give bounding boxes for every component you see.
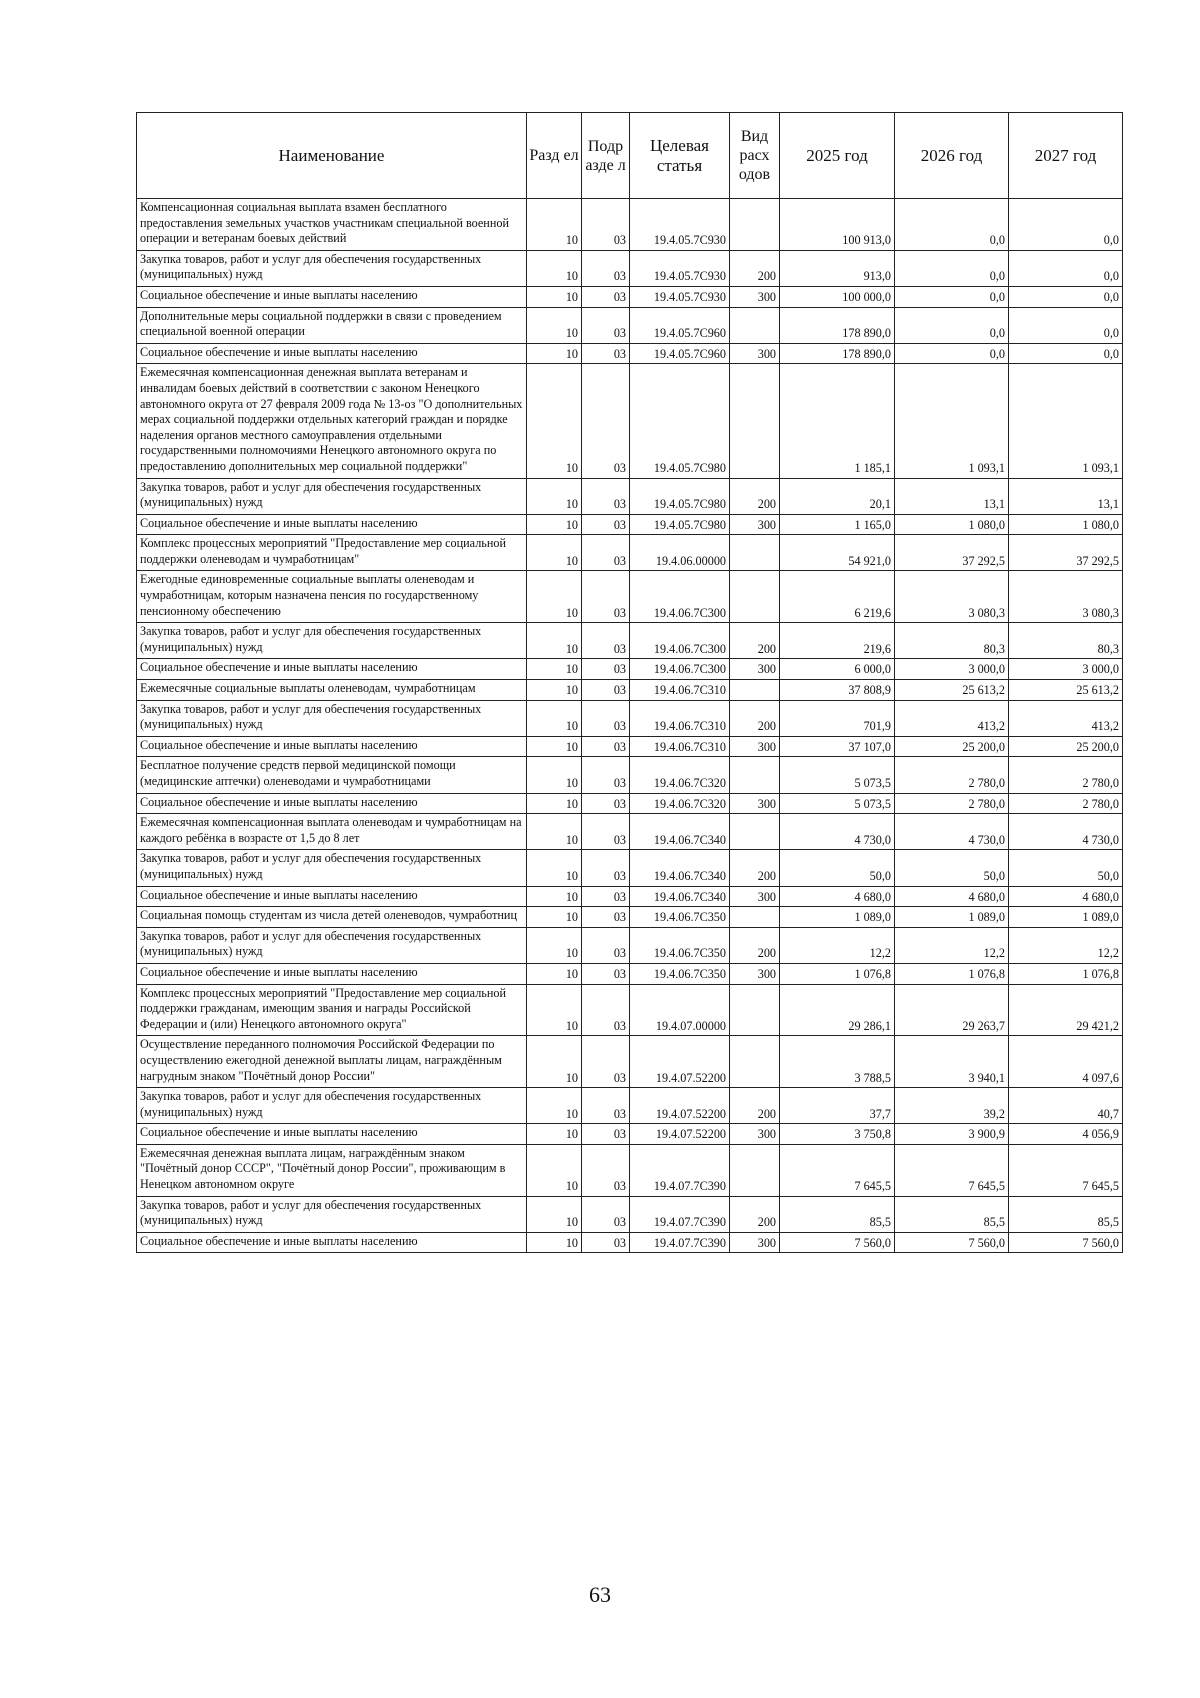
header-2025: 2025 год xyxy=(780,113,895,199)
cell-target-article: 19.4.06.7С310 xyxy=(630,680,730,701)
cell-target-article: 19.4.05.7С930 xyxy=(630,286,730,307)
cell-2026: 3 900,9 xyxy=(895,1124,1009,1145)
cell-2026: 80,3 xyxy=(895,623,1009,659)
cell-section: 10 xyxy=(527,1144,582,1196)
cell-expense-type: 300 xyxy=(730,514,780,535)
cell-2027: 40,7 xyxy=(1009,1088,1123,1124)
cell-2027: 25 613,2 xyxy=(1009,680,1123,701)
table-row xyxy=(137,814,1123,850)
cell-subsection: 03 xyxy=(582,571,630,623)
cell-subsection: 03 xyxy=(582,1196,630,1232)
cell-section: 10 xyxy=(527,364,582,478)
cell-subsection: 03 xyxy=(582,927,630,963)
cell-2026: 39,2 xyxy=(895,1088,1009,1124)
cell-2027: 37 292,5 xyxy=(1009,535,1123,571)
cell-2026: 29 263,7 xyxy=(895,984,1009,1036)
cell-expense-type xyxy=(730,907,780,928)
cell-expense-type: 300 xyxy=(730,286,780,307)
cell-expense-type: 300 xyxy=(730,793,780,814)
cell-name: Дополнительные меры социальной поддержки в связи с проведением специальной военной операции xyxy=(137,307,527,343)
table-row xyxy=(137,680,1123,701)
cell-expense-type: 300 xyxy=(730,886,780,907)
cell-2026: 0,0 xyxy=(895,286,1009,307)
header-target-article: Целевая статья xyxy=(630,113,730,199)
table-row xyxy=(137,1144,1123,1196)
cell-subsection: 03 xyxy=(582,907,630,928)
cell-section: 10 xyxy=(527,927,582,963)
table-row xyxy=(137,199,1123,251)
cell-target-article: 19.4.06.7С320 xyxy=(630,793,730,814)
cell-subsection: 03 xyxy=(582,1088,630,1124)
table-row xyxy=(137,1036,1123,1088)
cell-target-article: 19.4.07.52200 xyxy=(630,1088,730,1124)
cell-2025: 100 913,0 xyxy=(780,199,895,251)
cell-2027: 13,1 xyxy=(1009,478,1123,514)
cell-target-article: 19.4.07.00000 xyxy=(630,984,730,1036)
cell-subsection: 03 xyxy=(582,199,630,251)
cell-expense-type xyxy=(730,814,780,850)
cell-2025: 54 921,0 xyxy=(780,535,895,571)
table-row xyxy=(137,700,1123,736)
cell-2027: 4 680,0 xyxy=(1009,886,1123,907)
cell-subsection: 03 xyxy=(582,680,630,701)
cell-2025: 20,1 xyxy=(780,478,895,514)
cell-name: Ежегодные единовременные социальные выплаты оленеводам и чумработницам, которым назначена пенсия по государственному пенсионному обеспечению xyxy=(137,571,527,623)
cell-2025: 37 808,9 xyxy=(780,680,895,701)
cell-target-article: 19.4.07.7С390 xyxy=(630,1232,730,1253)
cell-2026: 13,1 xyxy=(895,478,1009,514)
cell-2027: 85,5 xyxy=(1009,1196,1123,1232)
cell-subsection: 03 xyxy=(582,1124,630,1145)
header-section: Разд ел xyxy=(527,113,582,199)
cell-2027: 0,0 xyxy=(1009,199,1123,251)
cell-name: Закупка товаров, работ и услуг для обеспечения государственных (муниципальных) нужд xyxy=(137,850,527,886)
cell-section: 10 xyxy=(527,850,582,886)
cell-2025: 4 680,0 xyxy=(780,886,895,907)
cell-target-article: 19.4.07.7С390 xyxy=(630,1144,730,1196)
cell-2025: 6 000,0 xyxy=(780,659,895,680)
table-row xyxy=(137,623,1123,659)
cell-subsection: 03 xyxy=(582,1144,630,1196)
cell-subsection: 03 xyxy=(582,659,630,680)
table-row xyxy=(137,984,1123,1036)
cell-2025: 3 788,5 xyxy=(780,1036,895,1088)
cell-2026: 3 080,3 xyxy=(895,571,1009,623)
cell-target-article: 19.4.05.7С960 xyxy=(630,307,730,343)
table-body xyxy=(137,199,1123,1253)
cell-2025: 1 076,8 xyxy=(780,963,895,984)
table-row xyxy=(137,927,1123,963)
cell-section: 10 xyxy=(527,680,582,701)
cell-target-article: 19.4.07.52200 xyxy=(630,1036,730,1088)
cell-2026: 0,0 xyxy=(895,199,1009,251)
cell-subsection: 03 xyxy=(582,478,630,514)
cell-name: Ежемесячная денежная выплата лицам, награждённым знаком "Почётный донор СССР", "Почётный донор России", проживающим в Ненецком автономном округе xyxy=(137,1144,527,1196)
cell-name: Социальное обеспечение и иные выплаты населению xyxy=(137,793,527,814)
cell-section: 10 xyxy=(527,307,582,343)
cell-2027: 1 089,0 xyxy=(1009,907,1123,928)
cell-2027: 0,0 xyxy=(1009,286,1123,307)
cell-expense-type: 300 xyxy=(730,963,780,984)
cell-2027: 2 780,0 xyxy=(1009,757,1123,793)
cell-2027: 4 056,9 xyxy=(1009,1124,1123,1145)
cell-target-article: 19.4.05.7С930 xyxy=(630,250,730,286)
cell-2025: 100 000,0 xyxy=(780,286,895,307)
header-2027: 2027 год xyxy=(1009,113,1123,199)
cell-expense-type xyxy=(730,680,780,701)
cell-2025: 5 073,5 xyxy=(780,757,895,793)
cell-section: 10 xyxy=(527,907,582,928)
cell-2026: 25 200,0 xyxy=(895,736,1009,757)
cell-target-article: 19.4.06.7С320 xyxy=(630,757,730,793)
cell-name: Компенсационная социальная выплата взамен бесплатного предоставления земельных участков участникам специальной военной операции и ветеранам боевых действий xyxy=(137,199,527,251)
cell-name: Закупка товаров, работ и услуг для обеспечения государственных (муниципальных) нужд xyxy=(137,1088,527,1124)
cell-subsection: 03 xyxy=(582,963,630,984)
cell-section: 10 xyxy=(527,286,582,307)
table-row xyxy=(137,736,1123,757)
cell-section: 10 xyxy=(527,199,582,251)
table-row xyxy=(137,1124,1123,1145)
cell-2027: 29 421,2 xyxy=(1009,984,1123,1036)
cell-2027: 1 076,8 xyxy=(1009,963,1123,984)
cell-subsection: 03 xyxy=(582,364,630,478)
cell-name: Социальная помощь студентам из числа детей оленеводов, чумработниц xyxy=(137,907,527,928)
cell-2026: 2 780,0 xyxy=(895,793,1009,814)
cell-target-article: 19.4.06.7С340 xyxy=(630,886,730,907)
table-row xyxy=(137,907,1123,928)
cell-name: Социальное обеспечение и иные выплаты населению xyxy=(137,886,527,907)
table-row xyxy=(137,571,1123,623)
cell-2025: 12,2 xyxy=(780,927,895,963)
cell-name: Социальное обеспечение и иные выплаты населению xyxy=(137,514,527,535)
table-row xyxy=(137,1088,1123,1124)
table-row xyxy=(137,963,1123,984)
cell-section: 10 xyxy=(527,1124,582,1145)
cell-2025: 3 750,8 xyxy=(780,1124,895,1145)
cell-subsection: 03 xyxy=(582,1036,630,1088)
cell-target-article: 19.4.05.7С980 xyxy=(630,514,730,535)
cell-expense-type: 300 xyxy=(730,1124,780,1145)
cell-section: 10 xyxy=(527,793,582,814)
table-row xyxy=(137,1196,1123,1232)
cell-2027: 2 780,0 xyxy=(1009,793,1123,814)
cell-name: Социальное обеспечение и иные выплаты населению xyxy=(137,659,527,680)
cell-expense-type xyxy=(730,1036,780,1088)
cell-2025: 7 560,0 xyxy=(780,1232,895,1253)
cell-name: Комплекс процессных мероприятий "Предоставление мер социальной поддержки оленеводам и чумработницам" xyxy=(137,535,527,571)
cell-2025: 85,5 xyxy=(780,1196,895,1232)
cell-2026: 2 780,0 xyxy=(895,757,1009,793)
cell-name: Социальное обеспечение и иные выплаты населению xyxy=(137,1232,527,1253)
cell-subsection: 03 xyxy=(582,757,630,793)
cell-expense-type xyxy=(730,364,780,478)
cell-2026: 37 292,5 xyxy=(895,535,1009,571)
table-row xyxy=(137,535,1123,571)
cell-target-article: 19.4.06.7С350 xyxy=(630,907,730,928)
cell-2027: 1 080,0 xyxy=(1009,514,1123,535)
cell-2026: 85,5 xyxy=(895,1196,1009,1232)
cell-subsection: 03 xyxy=(582,623,630,659)
page-number: 63 xyxy=(589,1582,611,1607)
cell-2025: 50,0 xyxy=(780,850,895,886)
cell-2027: 4 097,6 xyxy=(1009,1036,1123,1088)
cell-target-article: 19.4.06.7С300 xyxy=(630,571,730,623)
cell-2027: 0,0 xyxy=(1009,343,1123,364)
header-name: Наименование xyxy=(137,113,527,199)
cell-target-article: 19.4.06.7С310 xyxy=(630,736,730,757)
cell-2025: 1 089,0 xyxy=(780,907,895,928)
cell-2025: 178 890,0 xyxy=(780,343,895,364)
cell-2026: 3 000,0 xyxy=(895,659,1009,680)
table-row xyxy=(137,850,1123,886)
cell-section: 10 xyxy=(527,514,582,535)
cell-name: Ежемесячные социальные выплаты оленеводам, чумработницам xyxy=(137,680,527,701)
cell-target-article: 19.4.07.7С390 xyxy=(630,1196,730,1232)
cell-section: 10 xyxy=(527,963,582,984)
cell-name: Закупка товаров, работ и услуг для обеспечения государственных (муниципальных) нужд xyxy=(137,623,527,659)
cell-expense-type: 300 xyxy=(730,736,780,757)
cell-2026: 0,0 xyxy=(895,343,1009,364)
cell-subsection: 03 xyxy=(582,984,630,1036)
cell-2027: 0,0 xyxy=(1009,250,1123,286)
header-subsection: Подр азде л xyxy=(582,113,630,199)
table-row xyxy=(137,514,1123,535)
cell-2026: 50,0 xyxy=(895,850,1009,886)
cell-expense-type: 200 xyxy=(730,700,780,736)
cell-expense-type: 200 xyxy=(730,623,780,659)
table-row xyxy=(137,793,1123,814)
cell-expense-type: 200 xyxy=(730,1088,780,1124)
cell-section: 10 xyxy=(527,478,582,514)
cell-subsection: 03 xyxy=(582,286,630,307)
cell-2027: 0,0 xyxy=(1009,307,1123,343)
cell-section: 10 xyxy=(527,343,582,364)
table-row xyxy=(137,478,1123,514)
cell-2026: 0,0 xyxy=(895,307,1009,343)
cell-2026: 4 730,0 xyxy=(895,814,1009,850)
cell-expense-type xyxy=(730,307,780,343)
cell-name: Социальное обеспечение и иные выплаты населению xyxy=(137,963,527,984)
cell-2025: 219,6 xyxy=(780,623,895,659)
cell-name: Закупка товаров, работ и услуг для обеспечения государственных (муниципальных) нужд xyxy=(137,927,527,963)
cell-section: 10 xyxy=(527,623,582,659)
cell-expense-type xyxy=(730,1144,780,1196)
cell-expense-type: 200 xyxy=(730,250,780,286)
cell-2027: 413,2 xyxy=(1009,700,1123,736)
cell-target-article: 19.4.06.7С350 xyxy=(630,963,730,984)
cell-name: Закупка товаров, работ и услуг для обеспечения государственных (муниципальных) нужд xyxy=(137,700,527,736)
cell-2025: 37,7 xyxy=(780,1088,895,1124)
cell-2027: 12,2 xyxy=(1009,927,1123,963)
cell-section: 10 xyxy=(527,757,582,793)
cell-name: Ежемесячная компенсационная выплата оленеводам и чумработницам на каждого ребёнка в возрасте от 1,5 до 8 лет xyxy=(137,814,527,850)
cell-2027: 25 200,0 xyxy=(1009,736,1123,757)
cell-target-article: 19.4.05.7С930 xyxy=(630,199,730,251)
table-row xyxy=(137,307,1123,343)
cell-section: 10 xyxy=(527,814,582,850)
cell-2027: 7 560,0 xyxy=(1009,1232,1123,1253)
cell-2026: 3 940,1 xyxy=(895,1036,1009,1088)
cell-expense-type: 300 xyxy=(730,1232,780,1253)
cell-section: 10 xyxy=(527,250,582,286)
cell-expense-type xyxy=(730,199,780,251)
cell-target-article: 19.4.05.7С980 xyxy=(630,478,730,514)
table-row xyxy=(137,364,1123,478)
table-row xyxy=(137,286,1123,307)
cell-subsection: 03 xyxy=(582,886,630,907)
cell-subsection: 03 xyxy=(582,700,630,736)
cell-name: Комплекс процессных мероприятий "Предоставление мер социальной поддержки гражданам, имеющим звания и награды Российской Федерации и (или) Ненецкого автономного округа" xyxy=(137,984,527,1036)
table-row xyxy=(137,886,1123,907)
cell-name: Социальное обеспечение и иные выплаты населению xyxy=(137,343,527,364)
budget-table xyxy=(136,112,1123,1253)
cell-2025: 701,9 xyxy=(780,700,895,736)
cell-subsection: 03 xyxy=(582,514,630,535)
cell-section: 10 xyxy=(527,1196,582,1232)
cell-target-article: 19.4.05.7С980 xyxy=(630,364,730,478)
cell-2027: 3 080,3 xyxy=(1009,571,1123,623)
cell-section: 10 xyxy=(527,1036,582,1088)
cell-expense-type xyxy=(730,984,780,1036)
cell-expense-type: 200 xyxy=(730,1196,780,1232)
cell-subsection: 03 xyxy=(582,250,630,286)
cell-expense-type: 200 xyxy=(730,478,780,514)
cell-target-article: 19.4.06.00000 xyxy=(630,535,730,571)
cell-section: 10 xyxy=(527,1088,582,1124)
cell-expense-type xyxy=(730,535,780,571)
cell-2027: 50,0 xyxy=(1009,850,1123,886)
cell-2025: 7 645,5 xyxy=(780,1144,895,1196)
cell-section: 10 xyxy=(527,535,582,571)
cell-name: Социальное обеспечение и иные выплаты населению xyxy=(137,286,527,307)
table-row xyxy=(137,343,1123,364)
cell-2025: 1 165,0 xyxy=(780,514,895,535)
cell-expense-type: 200 xyxy=(730,927,780,963)
cell-2025: 29 286,1 xyxy=(780,984,895,1036)
cell-2027: 4 730,0 xyxy=(1009,814,1123,850)
cell-target-article: 19.4.05.7С960 xyxy=(630,343,730,364)
cell-section: 10 xyxy=(527,659,582,680)
table-row xyxy=(137,757,1123,793)
cell-2025: 913,0 xyxy=(780,250,895,286)
cell-section: 10 xyxy=(527,700,582,736)
cell-target-article: 19.4.06.7С300 xyxy=(630,623,730,659)
cell-subsection: 03 xyxy=(582,850,630,886)
cell-2026: 0,0 xyxy=(895,250,1009,286)
cell-2026: 7 560,0 xyxy=(895,1232,1009,1253)
cell-expense-type: 300 xyxy=(730,659,780,680)
cell-name: Социальное обеспечение и иные выплаты населению xyxy=(137,1124,527,1145)
cell-2025: 4 730,0 xyxy=(780,814,895,850)
cell-name: Бесплатное получение средств первой медицинской помощи (медицинские аптечки) оленеводами и чумработницами xyxy=(137,757,527,793)
cell-2026: 12,2 xyxy=(895,927,1009,963)
cell-2025: 37 107,0 xyxy=(780,736,895,757)
cell-subsection: 03 xyxy=(582,307,630,343)
cell-subsection: 03 xyxy=(582,793,630,814)
cell-name: Осуществление переданного полномочия Российской Федерации по осуществлению ежегодной денежной выплаты лицам, награждённым нагрудным знаком "Почётный донор России" xyxy=(137,1036,527,1088)
cell-2025: 6 219,6 xyxy=(780,571,895,623)
cell-2026: 25 613,2 xyxy=(895,680,1009,701)
cell-2027: 80,3 xyxy=(1009,623,1123,659)
cell-2026: 7 645,5 xyxy=(895,1144,1009,1196)
cell-target-article: 19.4.06.7С350 xyxy=(630,927,730,963)
header-expense-type: Вид расх одов xyxy=(730,113,780,199)
cell-section: 10 xyxy=(527,736,582,757)
cell-section: 10 xyxy=(527,1232,582,1253)
cell-2027: 7 645,5 xyxy=(1009,1144,1123,1196)
cell-name: Ежемесячная компенсационная денежная выплата ветеранам и инвалидам боевых действий в соответствии с законом Ненецкого автономного округа от 27 февраля 2009 года № 13-оз "О дополнительных мерах социальной поддержки отдельных категорий граждан и порядке наделения органов местного самоуправления отдельными государственными полномочиями Ненецкого автономного округа по предоставлению дополнительных мер социальной поддержки" xyxy=(137,364,527,478)
cell-2026: 1 089,0 xyxy=(895,907,1009,928)
cell-expense-type: 300 xyxy=(730,343,780,364)
cell-name: Закупка товаров, работ и услуг для обеспечения государственных (муниципальных) нужд xyxy=(137,1196,527,1232)
cell-2026: 413,2 xyxy=(895,700,1009,736)
cell-section: 10 xyxy=(527,984,582,1036)
cell-subsection: 03 xyxy=(582,343,630,364)
cell-2026: 1 076,8 xyxy=(895,963,1009,984)
cell-2026: 1 093,1 xyxy=(895,364,1009,478)
table-row xyxy=(137,659,1123,680)
cell-target-article: 19.4.06.7С340 xyxy=(630,850,730,886)
cell-expense-type: 200 xyxy=(730,850,780,886)
cell-subsection: 03 xyxy=(582,1232,630,1253)
cell-2025: 5 073,5 xyxy=(780,793,895,814)
cell-subsection: 03 xyxy=(582,814,630,850)
cell-target-article: 19.4.06.7С300 xyxy=(630,659,730,680)
header-2026: 2026 год xyxy=(895,113,1009,199)
cell-target-article: 19.4.06.7С340 xyxy=(630,814,730,850)
cell-expense-type xyxy=(730,757,780,793)
cell-section: 10 xyxy=(527,571,582,623)
cell-2027: 3 000,0 xyxy=(1009,659,1123,680)
cell-2025: 178 890,0 xyxy=(780,307,895,343)
cell-subsection: 03 xyxy=(582,535,630,571)
cell-name: Закупка товаров, работ и услуг для обеспечения государственных (муниципальных) нужд xyxy=(137,250,527,286)
cell-expense-type xyxy=(730,571,780,623)
table-row xyxy=(137,250,1123,286)
cell-section: 10 xyxy=(527,886,582,907)
cell-target-article: 19.4.06.7С310 xyxy=(630,700,730,736)
table-header-row xyxy=(137,113,1123,199)
cell-2027: 1 093,1 xyxy=(1009,364,1123,478)
cell-2026: 4 680,0 xyxy=(895,886,1009,907)
cell-name: Закупка товаров, работ и услуг для обеспечения государственных (муниципальных) нужд xyxy=(137,478,527,514)
cell-target-article: 19.4.07.52200 xyxy=(630,1124,730,1145)
cell-subsection: 03 xyxy=(582,736,630,757)
cell-name: Социальное обеспечение и иные выплаты населению xyxy=(137,736,527,757)
cell-2025: 1 185,1 xyxy=(780,364,895,478)
cell-2026: 1 080,0 xyxy=(895,514,1009,535)
table-row xyxy=(137,1232,1123,1253)
